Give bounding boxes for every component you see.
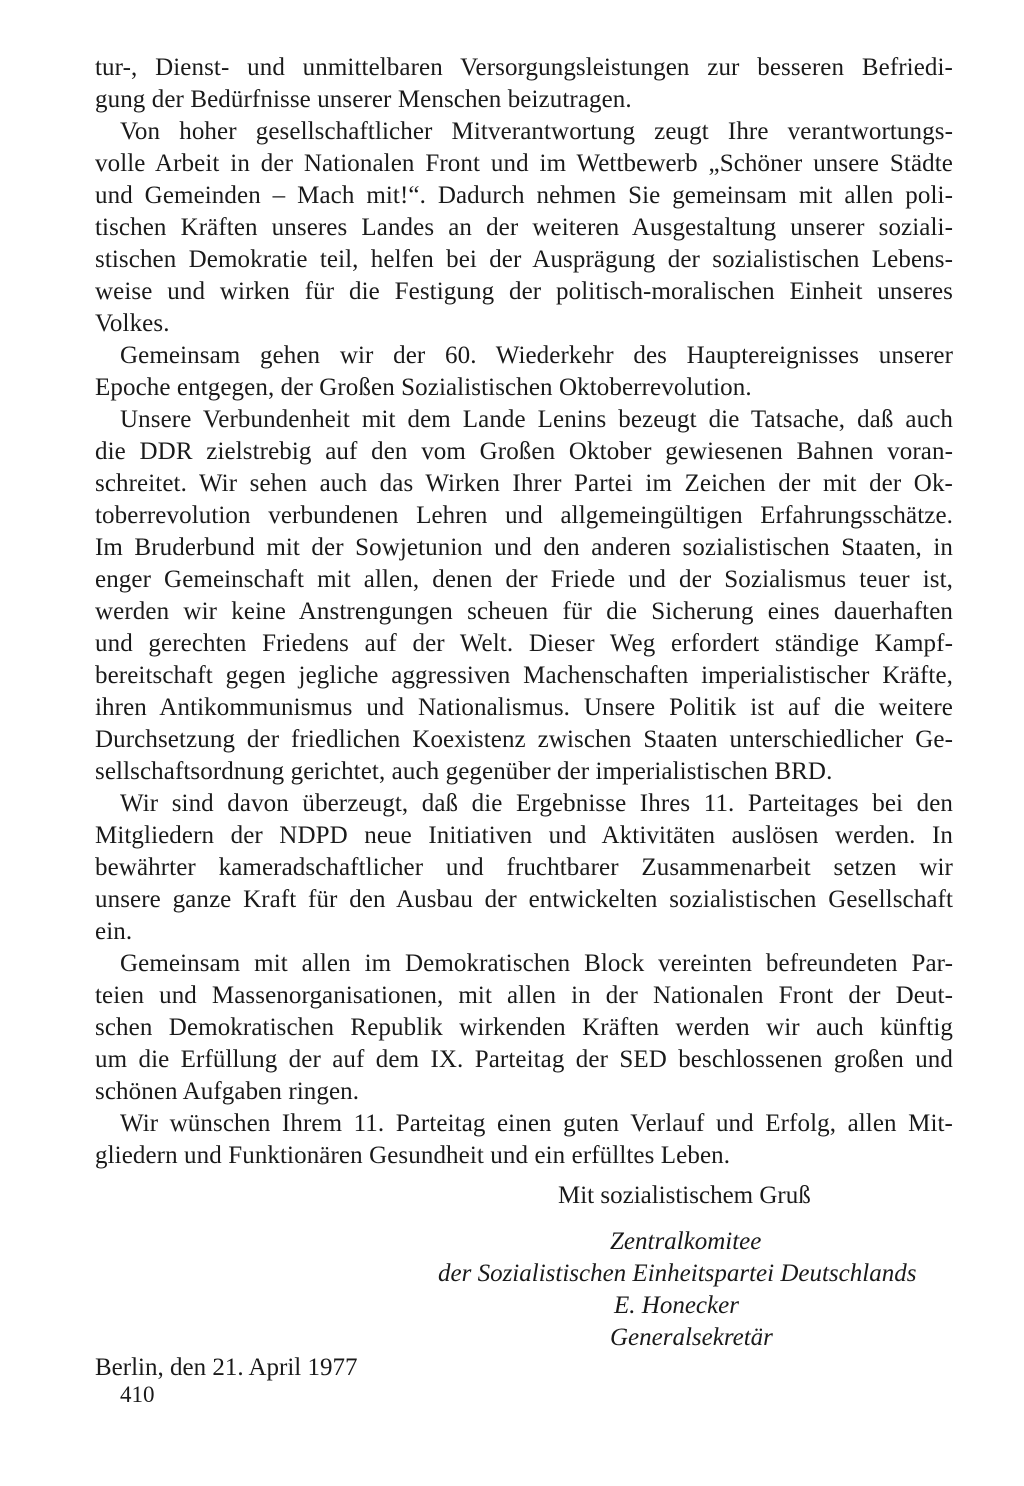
- text-line: Mitgliedern der NDPD neue Initiativen und Aktivitäten auslösen werden. In: [95, 822, 953, 849]
- text-line: schen Demokratischen Republik wirkenden Kräften werden wir auch künftig: [95, 1014, 953, 1041]
- text-line: Epoche entgegen, der Großen Sozialistischen Oktoberrevolution.: [95, 374, 752, 401]
- text-line: um die Erfüllung der auf dem IX. Parteitag der SED beschlossenen großen und: [95, 1046, 953, 1073]
- text-line: toberrevolution verbundenen Lehren und allgemeingültigen Erfahrungsschätze.: [95, 502, 953, 529]
- signatory-title: Generalsekretär: [610, 1324, 773, 1351]
- signatory-name: E. Honecker: [614, 1292, 739, 1319]
- text-line: ein.: [95, 918, 133, 945]
- text-line: bewährter kameradschaftlicher und fruchtbarer Zusammenarbeit setzen wir: [95, 854, 953, 881]
- text-line: Volkes.: [95, 310, 170, 337]
- text-line: sellschaftsordnung gerichtet, auch gegenüber der imperialistischen BRD.: [95, 758, 833, 785]
- text-line: enger Gemeinschaft mit allen, denen der Friede und der Sozialismus teuer ist,: [95, 566, 953, 593]
- text-line: die DDR zielstrebig auf den vom Großen Oktober gewiesenen Bahnen voran-: [95, 438, 953, 465]
- text-line: und Gemeinden – Mach mit!“. Dadurch nehmen Sie gemeinsam mit allen poli-: [95, 182, 953, 209]
- text-line: werden wir keine Anstrengungen scheuen für die Sicherung eines dauerhaften: [95, 598, 953, 625]
- text-line: Im Bruderbund mit der Sowjetunion und den anderen sozialistischen Staaten, in: [95, 534, 953, 561]
- text-line: Unsere Verbundenheit mit dem Lande Lenins bezeugt die Tatsache, daß auch: [120, 406, 953, 433]
- text-line: Von hoher gesellschaftlicher Mitverantwortung zeugt Ihre verantwortungs-: [120, 118, 953, 145]
- text-line: Wir wünschen Ihrem 11. Parteitag einen guten Verlauf und Erfolg, allen Mit-: [120, 1110, 953, 1137]
- place-and-date: Berlin, den 21. April 1977: [95, 1354, 358, 1381]
- text-line: gung der Bedürfnisse unserer Menschen beizutragen.: [95, 86, 632, 113]
- text-line: unsere ganze Kraft für den Ausbau der entwickelten sozialistischen Gesellschaft: [95, 886, 953, 913]
- text-line: tischen Kräften unseres Landes an der weiteren Ausgestaltung unserer soziali-: [95, 214, 953, 241]
- text-line: schönen Aufgaben ringen.: [95, 1078, 360, 1105]
- text-line: Wir sind davon überzeugt, daß die Ergebnisse Ihres 11. Parteitages bei den: [120, 790, 953, 817]
- sender-organization-line-2: der Sozialistischen Einheitspartei Deutschlands: [438, 1260, 917, 1287]
- text-line: stischen Demokratie teil, helfen bei der Ausprägung der sozialistischen Lebens-: [95, 246, 953, 273]
- text-line: volle Arbeit in der Nationalen Front und im Wettbewerb „Schöner unsere Städte: [95, 150, 953, 177]
- text-line: Durchsetzung der friedlichen Koexistenz zwischen Staaten unterschiedlicher Ge-: [95, 726, 953, 753]
- text-line: ihren Antikommunismus und Nationalismus. Unsere Politik ist auf die weitere: [95, 694, 953, 721]
- text-line: schreitet. Wir sehen auch das Wirken Ihrer Partei im Zeichen der mit der Ok-: [95, 470, 953, 497]
- text-line: Gemeinsam gehen wir der 60. Wiederkehr des Hauptereignisses unserer: [120, 342, 953, 369]
- text-line: Gemeinsam mit allen im Demokratischen Block vereinten befreundeten Par-: [120, 950, 953, 977]
- closing-greeting: Mit sozialistischem Gruß: [558, 1182, 811, 1209]
- text-line: tur-, Dienst- und unmittelbaren Versorgungsleistungen zur besseren Befriedi-: [95, 54, 953, 81]
- text-line: teien und Massenorganisationen, mit allen in der Nationalen Front der Deut-: [95, 982, 953, 1009]
- text-line: bereitschaft gegen jegliche aggressiven Machenschaften imperialistischer Kräfte,: [95, 662, 953, 689]
- text-line: gliedern und Funktionären Gesundheit und ein erfülltes Leben.: [95, 1142, 731, 1169]
- text-line: und gerechten Friedens auf der Welt. Dieser Weg erfordert ständige Kampf-: [95, 630, 953, 657]
- page-number: 410: [120, 1382, 155, 1407]
- text-line: weise und wirken für die Festigung der politisch-moralischen Einheit unseres: [95, 278, 953, 305]
- sender-organization: Zentralkomitee: [610, 1228, 762, 1255]
